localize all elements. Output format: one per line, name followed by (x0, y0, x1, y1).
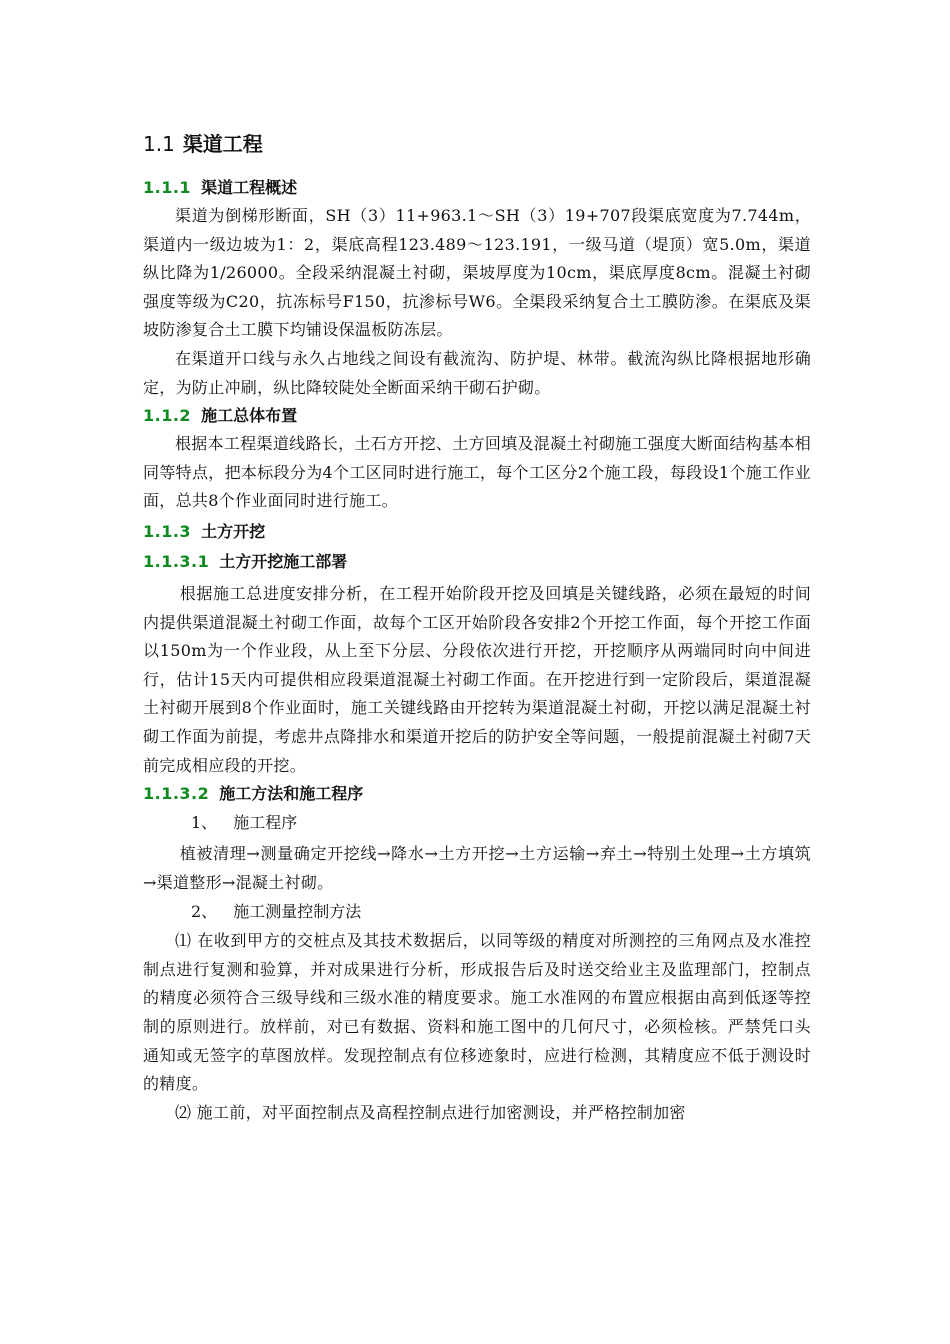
paragraph: ⑵ 施工前，对平面控制点及高程控制点进行加密测设，并严格控制加密 (175, 1102, 686, 1122)
paragraph: 植被清理→测量确定开挖线→降水→土方开挖→土方运输→弃土→特别土处理→土方填筑→渠道整形→混凝土衬砌。 (143, 844, 811, 892)
list-title-text: 施工程序 (233, 813, 298, 833)
section-heading (143, 128, 811, 160)
paragraph: ⑴ 在收到甲方的交桩点及其技术数据后，以同等级的精度对所测控的三角网点及水准控制点进行复测和验算，并对成果进行分析，形成报告后及时送交给业主及监理部门，控制点的精度必须符合三级导线和三级水准的精度要求。施工水准网的布置应根据由高到低逐等控制的原则进行。放样前，对已有数据、资料和施工图中的几何尺寸，必须检核。严禁凭口头通知或无签字的草图放样。发现控制点有位移迹象时，应进行检测，其精度应不低于测设时的精度。 (143, 931, 811, 1094)
list-index: 1、 (191, 813, 218, 833)
subsection-heading-1-1-3-1 (143, 548, 811, 576)
paragraph: 根据施工总进度安排分析，在工程开始阶段开挖及回填是关键线路，必须在最短的时间内提供渠道混凝土衬砌工作面，故每个工区开始阶段各安排2个开挖工作面，每个开挖工作面以150m为一个作业段，从上至下分层、分段依次进行开挖，开挖顺序从两端同时向中间进行，估计15天内可提供相应段渠道混凝土衬砌工作面。在开挖进行到一定阶段后，渠道混凝土衬砌开展到8个作业面时，施工关键线路由开挖转为渠道混凝土衬砌，开挖以满足混凝土衬砌工作面为前提，考虑井点降排水和渠道开挖后的防护安全等问题，一般提前混凝土衬砌7天前完成相应段的开挖。 (143, 583, 811, 775)
subsection-heading-1-1-1 (143, 174, 811, 202)
section-number: 1.1 (143, 132, 175, 156)
subsection-title: 土方开挖施工部署 (219, 551, 348, 571)
paragraph: 在渠道开口线与永久占地线之间设有截流沟、防护堤、林带。截流沟纵比降根据地形确定，为防止冲刷，纵比降较陡处全断面采纳干砌石护砌。 (143, 348, 811, 397)
subsection-title: 渠道工程概述 (201, 178, 298, 197)
subsection-heading-1-1-2 (143, 402, 811, 430)
subsection-number: 1.1.2 (143, 406, 192, 426)
list-item-title (143, 897, 811, 927)
subsection-heading-1-1-3-2 (143, 780, 811, 808)
document-page (143, 128, 811, 1127)
subsection-title: 施工方法和施工程序 (219, 784, 364, 804)
subsection-heading-1-1-3 (143, 518, 811, 546)
list-index: 2、 (191, 902, 218, 922)
paragraph: 渠道为倒梯形断面，SH（3）11+963.1～SH（3）19+707段渠底宽度为7.744m，渠道内一级边坡为1：2，渠底高程123.489～123.191，一级马道（堤顶）宽5.0m，渠道纵比降为1/26000。全段采纳混凝土衬砌，渠坡厚度为10cm，渠底厚度8cm。混凝土衬砌强度等级为C20，抗冻标号F150，抗渗标号W6。全渠段采纳复合土工膜防渗。在渠底及渠坡防渗复合土工膜下均铺设保温板防冻层。 (143, 206, 811, 340)
subsection-title: 土方开挖 (201, 521, 266, 541)
list-item-title (143, 808, 811, 838)
section-title: 渠道工程 (182, 132, 263, 156)
subsection-number: 1.1.1 (143, 178, 192, 197)
list-title-text: 施工测量控制方法 (233, 902, 362, 922)
paragraph: 根据本工程渠道线路长，土石方开挖、土方回填及混凝土衬砌施工强度大断面结构基本相同等特点，把本标段分为4个工区同时进行施工，每个工区分2个施工段，每段设1个施工作业面，总共8个作业面同时进行施工。 (143, 434, 811, 511)
subsection-number: 1.1.3.2 (143, 784, 210, 804)
subsection-number: 1.1.3.1 (143, 551, 210, 571)
subsection-title: 施工总体布置 (201, 406, 298, 426)
subsection-number: 1.1.3 (143, 521, 192, 541)
